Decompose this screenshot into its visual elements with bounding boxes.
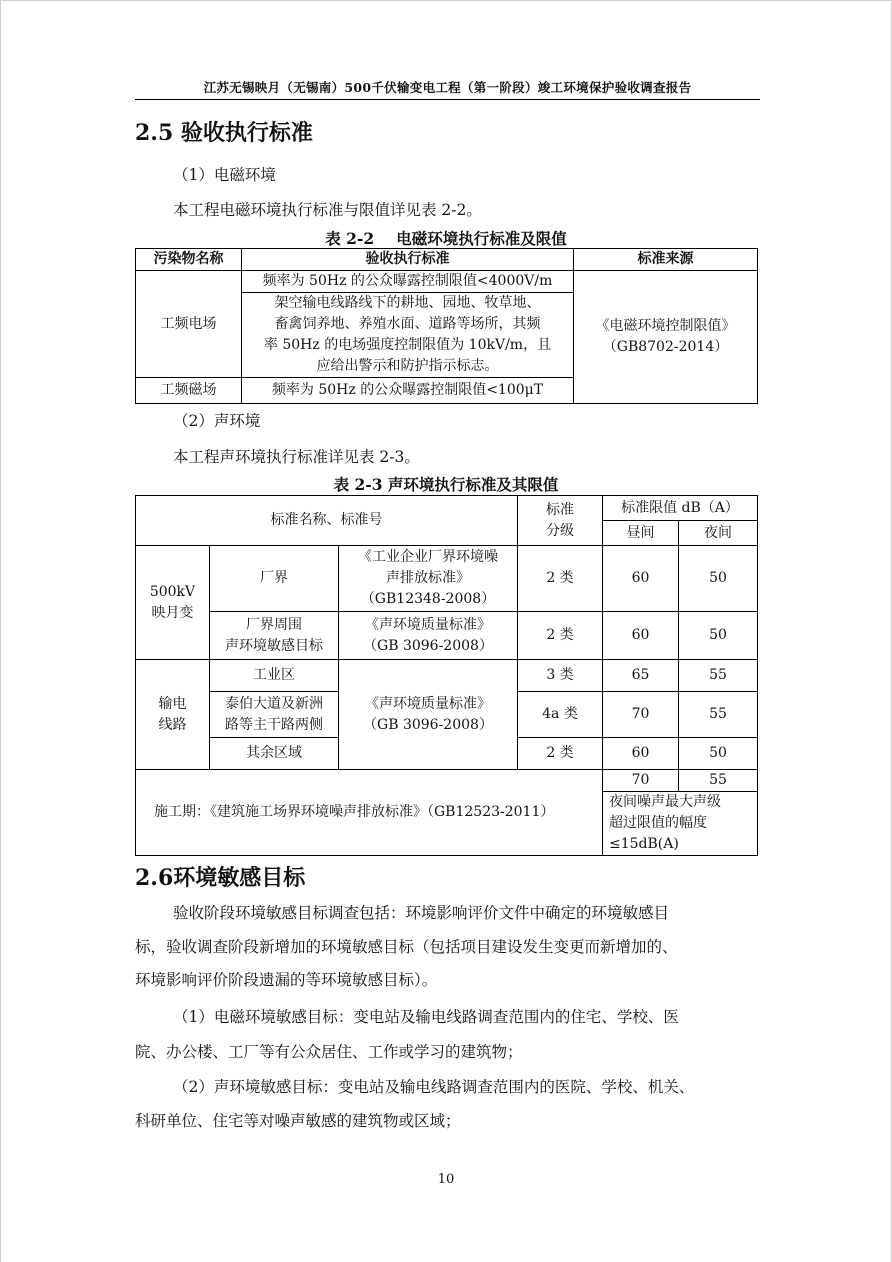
table-2-3-group-line: 线路 xyxy=(158,716,187,733)
paragraph-line: 环境影响评价阶段遗漏的等环境敏感目标）。 xyxy=(135,971,438,989)
table-2-2-number: 表 2-2 xyxy=(325,229,375,248)
table-2-3-area-line: 声环境敏感目标 xyxy=(225,637,323,654)
table-2-2-source-cell xyxy=(574,271,758,404)
table-2-3-area: 其余区域 xyxy=(210,738,339,770)
table-2-2-source-line: 《电磁环境控制限值》 xyxy=(595,318,736,334)
item-electromagnetic: （1）电磁环境 xyxy=(173,166,276,184)
table-2-3-construction-day: 70 xyxy=(603,770,679,792)
table-2-3-day: 60 xyxy=(603,738,679,770)
table-2-3-day: 60 xyxy=(603,546,679,612)
table-2-3-standard-line: （GB12348-2008） xyxy=(360,591,496,607)
table-2-3-area xyxy=(210,692,339,738)
table-2-2 xyxy=(135,248,758,404)
table-2-3-standard xyxy=(339,660,518,770)
table-2-3-header-grade-line: 分级 xyxy=(546,522,574,539)
paragraph-line: （1）电磁环境敏感目标：变电站及输电线路调查范围内的住宅、学校、医 xyxy=(173,1008,679,1026)
table-2-2-electric-limit: 频率为 50Hz 的公众曝露控制限值<4000V/m xyxy=(242,271,574,293)
table-2-3-area-line: 泰伯大道及新洲 xyxy=(225,695,323,712)
table-2-2-pollutant-electric: 工频电场 xyxy=(136,271,242,378)
table-2-3-standard-line: 《声环境质量标准》 xyxy=(365,695,491,712)
table-2-2-header-pollutant: 污染物名称 xyxy=(136,249,242,271)
table-2-2-magnetic-limit: 频率为 50Hz 的公众曝露控制限值<100μT xyxy=(242,378,574,404)
table-2-3-group-lines xyxy=(136,660,210,770)
table-2-3-night: 55 xyxy=(679,660,758,692)
table-2-3-group-substation xyxy=(136,546,210,660)
table-2-3-note-line: 夜间噪声最大声级 xyxy=(609,794,721,810)
table-2-3-standard-line: 《声环境质量标准》 xyxy=(365,616,491,633)
table-2-3-day: 65 xyxy=(603,660,679,692)
header-rule xyxy=(135,99,760,100)
intro-table-2-2: 本工程电磁环境执行标准与限值详见表 2-2。 xyxy=(173,201,482,219)
page-border-top xyxy=(0,0,892,1)
table-2-3-construction-note xyxy=(603,792,758,856)
page-number: 10 xyxy=(437,1172,455,1187)
paragraph-line: 标，验收调查阶段新增加的环境敏感目标（包括项目建设发生变更而新增加的、 xyxy=(135,938,678,956)
table-2-3-header-grade xyxy=(518,496,603,546)
table-2-3-day: 70 xyxy=(603,692,679,738)
table-2-3-standard xyxy=(339,546,518,612)
paragraph-line: 验收阶段环境敏感目标调查包括：环境影响评价文件中确定的环境敏感目 xyxy=(173,904,670,922)
table-2-3-header-name: 标准名称、标准号 xyxy=(136,496,518,546)
paragraph-line: 院、办公楼、工厂等有公众居住、工作或学习的建筑物； xyxy=(135,1043,523,1061)
table-2-3-group-line: 输电 xyxy=(158,695,187,712)
table-2-2-pollutant-magnetic: 工频磁场 xyxy=(136,378,242,404)
table-2-3-construction-standard: 施工期：《建筑施工场界环境噪声排放标准》（GB12523-2011） xyxy=(136,770,603,856)
table-2-3-caption: 表 2-3 声环境执行标准及其限值 xyxy=(333,475,559,494)
table-2-2-caption xyxy=(135,227,757,249)
table-2-3 xyxy=(135,495,758,856)
table-2-3-area-line: 路等主干路两侧 xyxy=(225,716,323,733)
intro-table-2-3: 本工程声环境执行标准详见表 2-3。 xyxy=(173,448,420,466)
table-2-3-day: 60 xyxy=(603,612,679,660)
table-2-3-grade: 2 类 xyxy=(518,738,603,770)
table-2-2-source-line: （GB8702-2014） xyxy=(602,339,729,355)
table-2-3-night: 50 xyxy=(679,738,758,770)
table-2-2-title: 电磁环境执行标准及限值 xyxy=(396,229,567,248)
running-header: 江苏无锡映月（无锡南）500千伏输变电工程（第一阶段）竣工环境保护验收调查报告 xyxy=(203,80,692,95)
section-heading-2-6: 2.6环境敏感目标 xyxy=(135,865,306,891)
table-2-3-header-day: 昼间 xyxy=(603,521,679,546)
table-2-3-grade: 2 类 xyxy=(518,546,603,612)
table-2-3-grade: 2 类 xyxy=(518,612,603,660)
table-2-3-group-line: 500kV xyxy=(149,583,196,600)
table-2-3-header-night: 夜间 xyxy=(679,521,758,546)
table-2-3-standard-line: （GB 3096-2008） xyxy=(363,716,493,733)
item-acoustic: （2）声环境 xyxy=(173,412,261,430)
table-2-3-standard-line: 声排放标准》 xyxy=(386,570,470,586)
table-2-3-night: 55 xyxy=(679,692,758,738)
paragraph-line: （2）声环境敏感目标：变电站及输电线路调查范围内的医院、学校、机关、 xyxy=(173,1078,695,1096)
table-2-3-standard-line: 《工业企业厂界环境噪 xyxy=(358,549,498,565)
table-2-3-note-line: ≤15dB(A) xyxy=(609,836,679,852)
table-2-3-grade: 3 类 xyxy=(518,660,603,692)
table-2-3-area: 厂界 xyxy=(210,546,339,612)
table-2-3-header-grade-line: 标准 xyxy=(546,501,574,518)
table-2-3-group-line: 映月变 xyxy=(151,604,194,621)
table-2-3-standard xyxy=(339,612,518,660)
table-2-3-standard-line: （GB 3096-2008） xyxy=(363,637,493,654)
table-2-3-area: 工业区 xyxy=(210,660,339,692)
table-2-3-note-line: 超过限值的幅度 xyxy=(609,815,707,831)
table-2-2-farmland-rule xyxy=(242,293,574,378)
table-2-2-header-standard: 验收执行标准 xyxy=(242,249,574,271)
table-2-2-header-source: 标准来源 xyxy=(574,249,758,271)
section-heading-2-5: 2.5 验收执行标准 xyxy=(135,120,313,146)
table-2-3-night: 50 xyxy=(679,612,758,660)
table-2-2-rule-line: 应给出警示和防护指示标志。 xyxy=(316,358,499,374)
table-2-3-area-line: 厂界周围 xyxy=(246,616,302,633)
table-2-2-rule-line: 架空输电线路线下的耕地、园地、牧草地、 xyxy=(274,295,541,311)
table-2-3-area xyxy=(210,612,339,660)
table-2-3-construction-night: 55 xyxy=(679,770,758,792)
table-2-3-night: 50 xyxy=(679,546,758,612)
paragraph-line: 科研单位、住宅等对噪声敏感的建筑物或区域； xyxy=(135,1112,461,1130)
table-2-2-rule-line: 率 50Hz 的电场强度控制限值为 10kV/m，且 xyxy=(263,337,552,353)
page-border-left xyxy=(0,0,1,1262)
table-2-2-rule-line: 畜禽饲养地、养殖水面、道路等场所，其频 xyxy=(274,316,541,332)
table-2-3-header-limit: 标准限值 dB（A） xyxy=(603,496,758,521)
table-2-3-grade: 4a 类 xyxy=(518,692,603,738)
